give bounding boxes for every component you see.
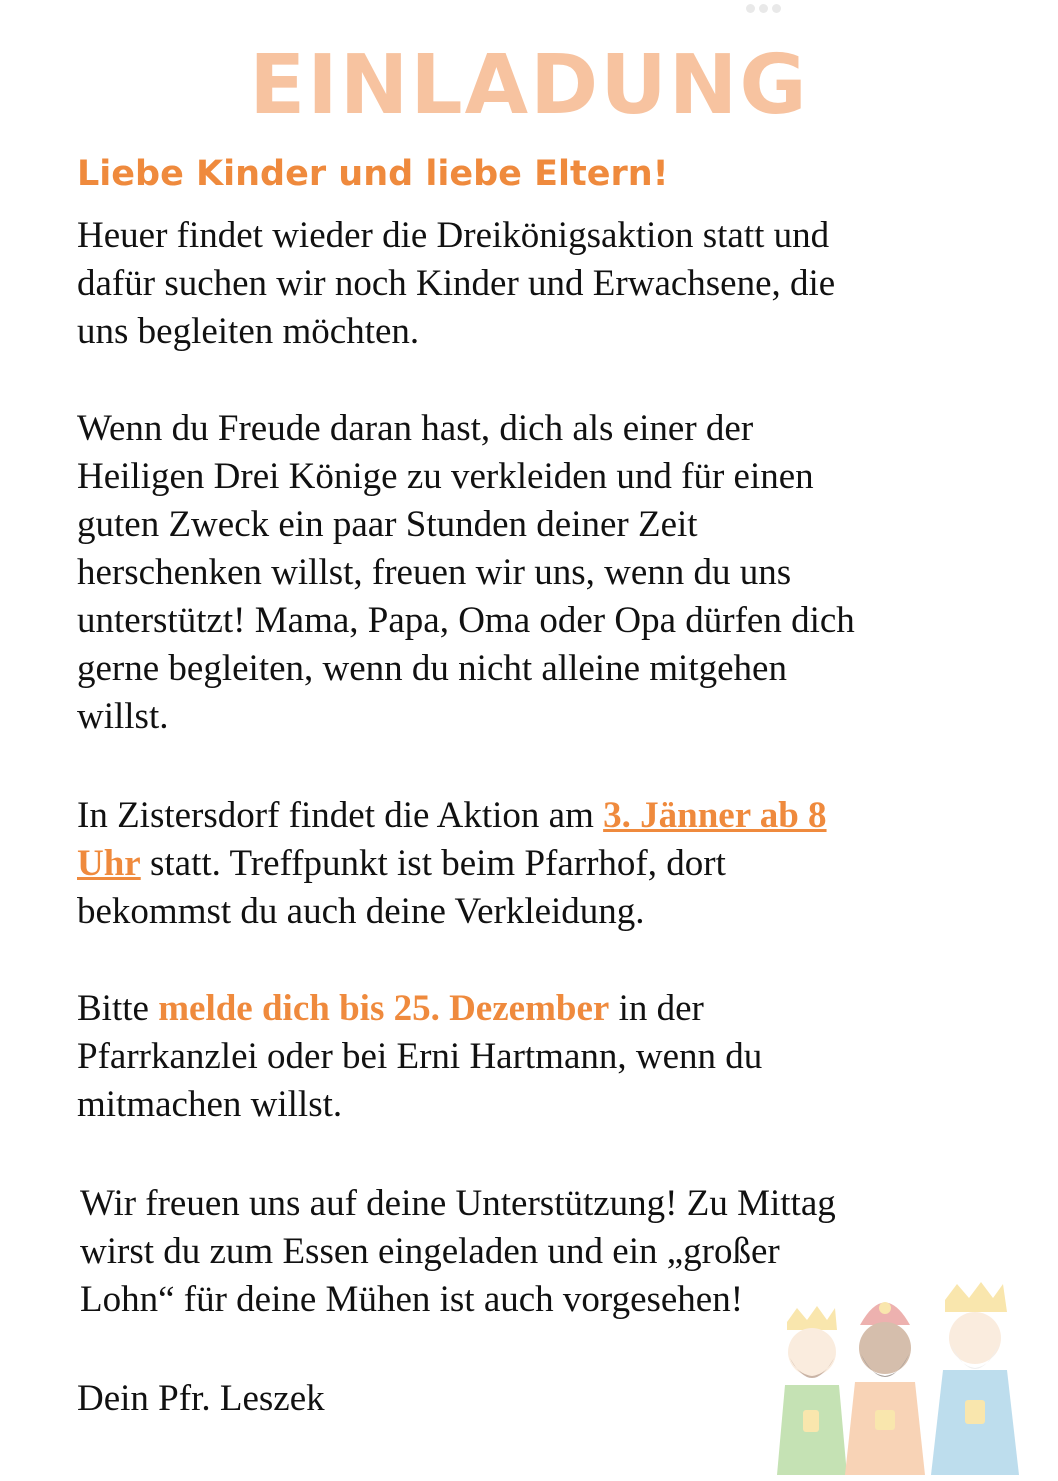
paragraph-registration — [77, 985, 977, 1129]
text-line: Pfarrkanzlei oder bei Erni Hartmann, wenn du — [77, 1036, 763, 1077]
paragraph-invitation — [77, 405, 977, 741]
text-line: Heiligen Drei Könige zu verkleiden und für einen — [77, 456, 814, 497]
signature: Dein Pfr. Leszek — [77, 1378, 325, 1419]
text-line: herschenken willst, freuen wir uns, wenn du uns — [77, 552, 792, 593]
date-link-part2[interactable]: Uhr — [77, 843, 141, 884]
text-segment: Bitte — [77, 988, 159, 1029]
paragraph-intro — [77, 212, 977, 356]
king-middle — [845, 1302, 925, 1475]
text-line: mitmachen willst. — [77, 1084, 343, 1125]
page-title: EINLADUNG — [249, 38, 809, 133]
three-kings-icon — [775, 1270, 1055, 1475]
page-indicator-dots — [746, 0, 785, 18]
text-line: Wenn du Freude daran hast, dich als einer der — [77, 408, 754, 449]
text-segment: in der — [609, 988, 704, 1029]
deadline-highlight: melde dich bis 25. Dezember — [158, 988, 610, 1029]
text-line: Lohn“ für deine Mühen ist auch vorgesehen! — [80, 1279, 744, 1320]
text-line: Heuer findet wieder die Dreikönigsaktion statt und — [77, 215, 830, 256]
text-line: unterstützt! Mama, Papa, Oma oder Opa dürfen dich — [77, 600, 855, 641]
king-right — [931, 1282, 1019, 1475]
paragraph-date — [77, 792, 977, 936]
king-left — [777, 1306, 847, 1475]
text-line: wirst du zum Essen eingeladen und ein „großer — [80, 1231, 780, 1272]
text-line: bekommst du auch deine Verkleidung. — [77, 891, 645, 932]
date-link-part1[interactable]: 3. Jänner ab 8 — [603, 795, 827, 836]
text-line: Wir freuen uns auf deine Unterstützung! Zu Mittag — [80, 1183, 836, 1224]
text-line: willst. — [77, 696, 169, 737]
greeting-heading: Liebe Kinder und liebe Eltern! — [77, 154, 669, 194]
text-line: guten Zweck ein paar Stunden deiner Zeit — [77, 504, 698, 545]
text-segment: statt. Treffpunkt ist beim Pfarrhof, dort — [140, 843, 726, 884]
text-line: uns begleiten möchten. — [77, 311, 420, 352]
text-line: dafür suchen wir noch Kinder und Erwachsene, die — [77, 263, 836, 304]
text-line: gerne begleiten, wenn du nicht alleine mitgehen — [77, 648, 787, 689]
text-segment: In Zistersdorf findet die Aktion am — [77, 795, 604, 836]
